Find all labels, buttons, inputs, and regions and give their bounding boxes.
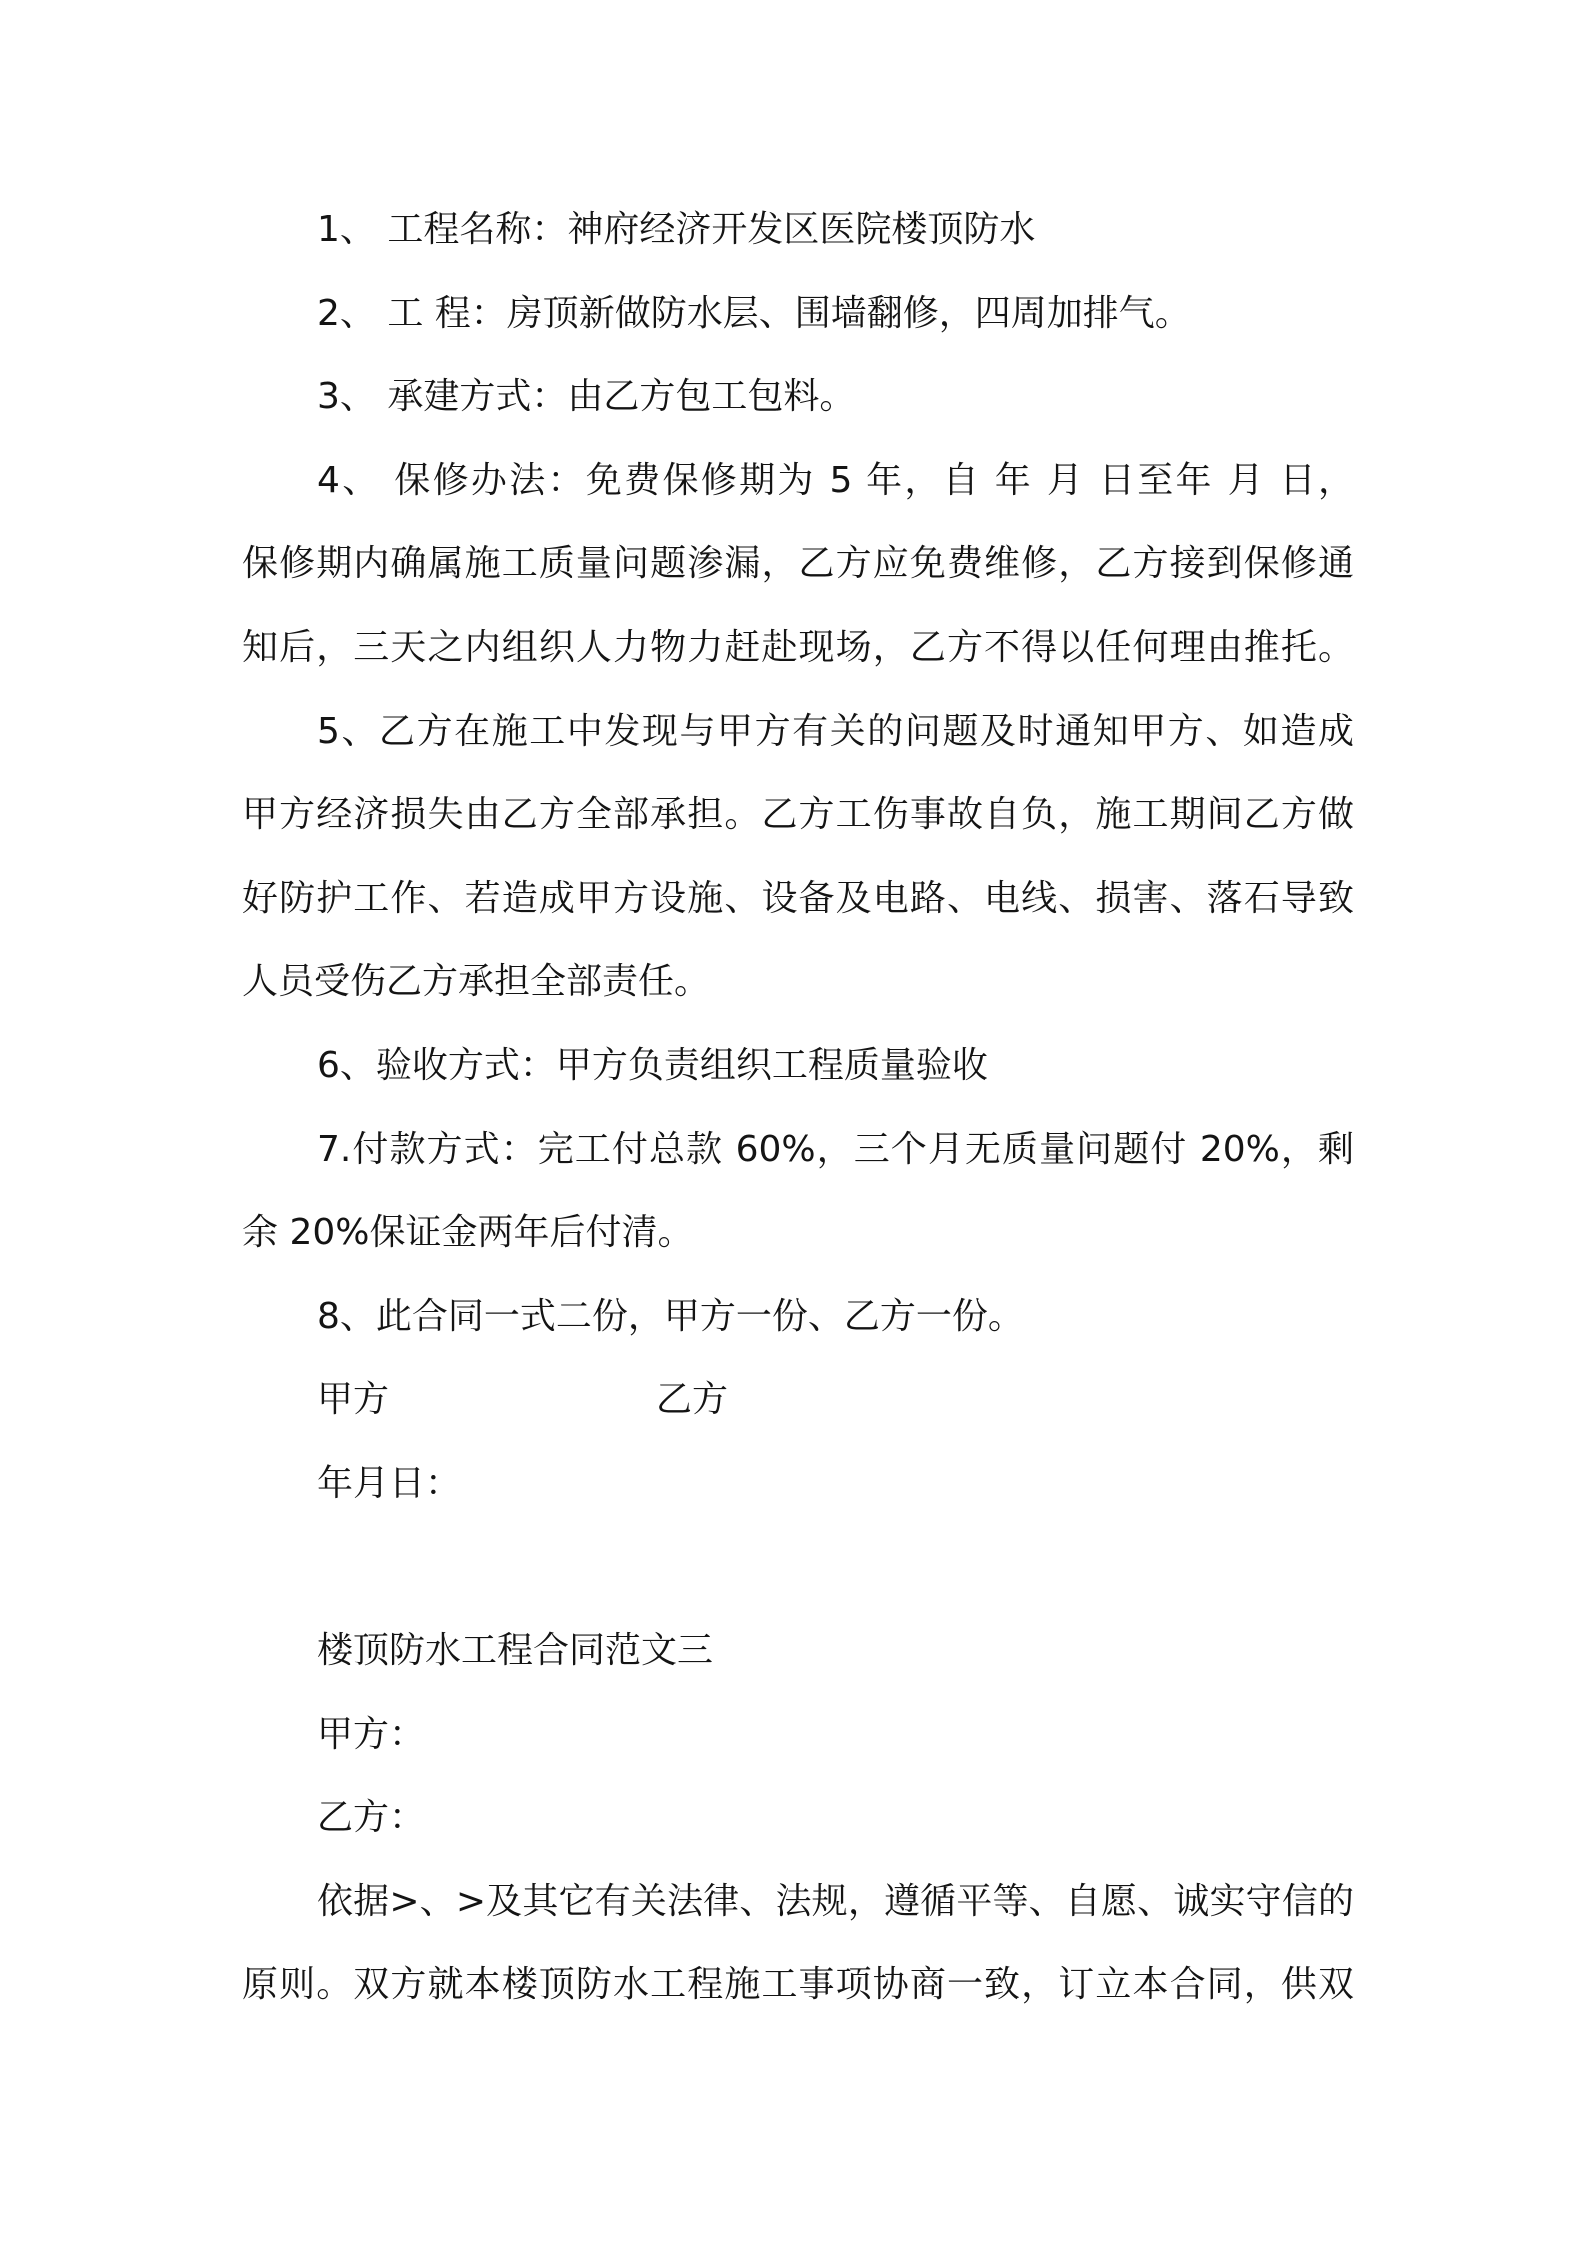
next-contract-preamble-line-2: 原则。双方就本楼顶防水工程施工事项协商一致，订立本合同，供双 [242, 1964, 1354, 2006]
next-contract-preamble-line-1: 依据>、>及其它有关法律、法规，遵循平等、自愿、诚实守信的 [317, 1880, 1354, 1922]
document-body [242, 188, 1354, 2027]
next-contract-title: 楼顶防水工程合同范文三 [317, 1630, 714, 1672]
clause-4-warranty-line-2: 保修期内确属施工质量问题渗漏，乙方应免费维修，乙方接到保修通 [242, 543, 1354, 585]
clause-1-project-name: 1、 工程名称：神府经济开发区医院楼顶防水 [317, 209, 1036, 250]
signature-row [242, 1358, 1354, 1442]
signature-party-a: 甲方 [317, 1379, 390, 1421]
next-contract-party-a: 甲方： [317, 1713, 426, 1755]
clause-4-warranty-line-3: 知后，三天之内组织人力物力赶赴现场，乙方不得以任何理由推托。 [242, 626, 1354, 668]
signature-party-b: 乙方 [656, 1379, 729, 1421]
clause-7-payment-line-1: 7.付款方式：完工付总款 60%，三个月无质量问题付 20%，剩 [317, 1128, 1354, 1170]
signature-date: 年月日： [317, 1462, 462, 1504]
clause-5-liability-line-3: 好防护工作、若造成甲方设施、设备及电路、电线、损害、落石导致 [242, 877, 1354, 919]
clause-3-contract-method: 3、 承建方式：由乙方包工包料。 [317, 376, 856, 418]
section-spacer [242, 1526, 1354, 1610]
clause-8-copies: 8、此合同一式二份，甲方一份、乙方一份。 [317, 1295, 1024, 1337]
clause-5-liability-line-2: 甲方经济损失由乙方全部承担。乙方工伤事故自负，施工期间乙方做 [242, 794, 1354, 836]
clause-5-liability-line-1: 5、乙方在施工中发现与甲方有关的问题及时通知甲方、如造成 [317, 710, 1354, 752]
clause-4-warranty-line-1: 4、 保修办法：免费保修期为 5 年，自 年 月 日至年 月 日， [317, 459, 1354, 501]
next-contract-party-b: 乙方： [317, 1797, 426, 1839]
clause-2-project-scope: 2、 工 程：房顶新做防水层、围墙翻修，四周加排气。 [317, 292, 1191, 334]
clause-6-acceptance: 6、验收方式：甲方负责组织工程质量验收 [317, 1044, 988, 1086]
clause-5-liability-line-4: 人员受伤乙方承担全部责任。 [242, 961, 711, 1003]
clause-7-payment-line-2: 余 20%保证金两年后付清。 [242, 1212, 694, 1254]
